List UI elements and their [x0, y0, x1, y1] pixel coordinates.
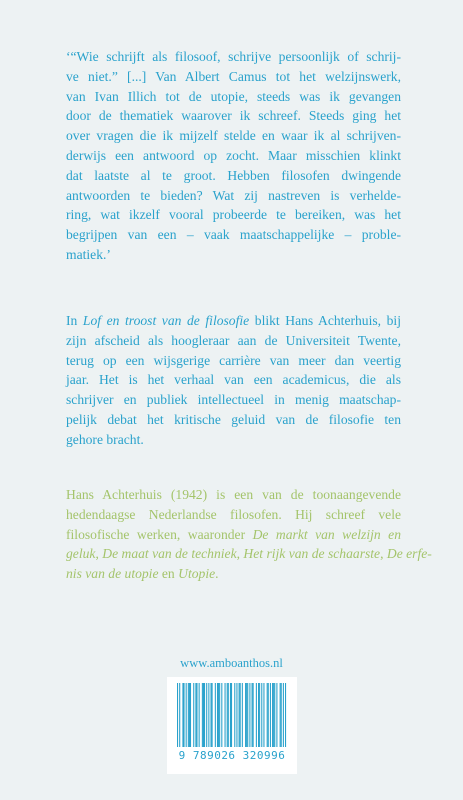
- intro-line: zijn afscheid als hoogleraar aan de Universiteit Twente,: [66, 332, 401, 348]
- barcode-bar: [227, 683, 228, 747]
- barcode-bar: [272, 683, 273, 747]
- barcode-bar: [273, 683, 274, 747]
- bio-text: .: [215, 566, 219, 582]
- barcode-bar: [186, 683, 187, 747]
- barcode-bar: [196, 683, 197, 747]
- intro-paragraph: [66, 311, 401, 450]
- bio-text: ,: [95, 546, 103, 562]
- barcode-bar: [221, 683, 222, 747]
- quote-line: over vragen die ik mijzelf stelde en waar ik al schrijven-: [66, 128, 401, 144]
- quote-line: antwoorden te bieden? Wat zij nastreven is verhelde-: [66, 187, 401, 203]
- intro-line: pelijk debat het kritische geluid van de filosofie ten: [66, 411, 401, 427]
- quote-paragraph: [66, 47, 401, 265]
- barcode-bar: [230, 683, 231, 747]
- barcode-bar: [285, 683, 286, 747]
- intro-line: gehore bracht.: [66, 431, 144, 447]
- book-title: nis van de utopie: [66, 566, 159, 582]
- quote-line: derwijs een antwoord op zocht. Maar misschien klinkt: [66, 147, 401, 163]
- barcode-bar: [199, 683, 200, 747]
- barcode-bar: [253, 683, 254, 747]
- intro-line: [66, 311, 401, 331]
- barcode-bar: [228, 683, 229, 747]
- bio-text: ,: [236, 546, 244, 562]
- barcode-bar: [193, 683, 194, 747]
- quote-line: dat laatste al te groot. Hebben filosofen dwingende: [66, 167, 401, 183]
- barcode-bar: [256, 683, 257, 747]
- barcode-bar: [276, 683, 277, 747]
- barcode-bar: [210, 683, 211, 747]
- barcode-bar: [202, 683, 203, 747]
- barcode-bar: [258, 683, 259, 747]
- intro-line: schrijver en publiek intellectueel in menig maatschap-: [66, 392, 401, 408]
- book-title: De maat van de techniek: [102, 546, 237, 562]
- barcode-bar: [247, 683, 248, 747]
- intro-text: In: [66, 313, 83, 328]
- barcode-bar: [218, 683, 219, 747]
- barcode-bar: [225, 683, 226, 747]
- barcode-bar: [190, 683, 191, 747]
- barcode-bar: [245, 683, 246, 747]
- barcode-bar: [242, 683, 243, 747]
- quote-line: door de thematiek waarover ik schreef. Steeds ging het: [66, 108, 401, 124]
- barcode-bar: [263, 683, 264, 747]
- bio-line: [66, 525, 401, 545]
- bio-text: ,: [380, 546, 387, 562]
- book-title: geluk: [66, 546, 96, 562]
- bio-text: filosofische werken, waaronder: [66, 526, 253, 542]
- barcode-bar: [177, 683, 178, 747]
- book-title: De erfe-: [386, 546, 432, 562]
- barcode-bar: [239, 683, 240, 747]
- bio-line: [66, 544, 432, 564]
- barcode-bar: [208, 683, 209, 747]
- book-title: De markt van welzijn en: [252, 526, 401, 542]
- barcode-bar: [188, 683, 189, 747]
- book-title: Utopie: [178, 566, 216, 582]
- barcode-bar: [236, 683, 237, 747]
- barcode-bar: [212, 683, 213, 747]
- quote-line: ve niet.” [...] Van Albert Camus tot het welzijnswerk,: [66, 68, 401, 84]
- barcode-bar: [231, 683, 232, 747]
- barcode-bar: [252, 683, 253, 747]
- bio-line: hedendaagse Nederlandse filosofen. Hij schreef vele: [66, 506, 401, 522]
- bio-line: [66, 564, 401, 584]
- quote-line: ‘“Wie schrijft als filosoof, schrijve persoonlijk of schrij-: [66, 49, 401, 64]
- barcode-bar: [183, 683, 184, 747]
- bio-text: en: [158, 566, 179, 582]
- barcode-bar: [215, 683, 216, 747]
- barcode-bar: [283, 683, 284, 747]
- barcode-bar: [182, 683, 183, 747]
- quote-line: van Ivan Illich tot de utopie, steeds was ik gevangen: [66, 88, 401, 104]
- intro-line: jaar. Het is het verhaal van een academicus, die als: [66, 372, 401, 388]
- barcode-bar: [240, 683, 241, 747]
- barcode-bar: [268, 683, 269, 747]
- barcode-bar: [234, 683, 235, 747]
- barcode-bar: [259, 683, 260, 747]
- barcode-bar: [179, 683, 180, 747]
- barcode-bar: [246, 683, 247, 747]
- barcode-bar: [217, 683, 218, 747]
- barcode-bar: [281, 683, 282, 747]
- barcode-bar: [267, 683, 268, 747]
- barcode-bar: [206, 683, 207, 747]
- barcode-bar: [280, 683, 281, 747]
- bio-line: Hans Achterhuis (1942) is een van de toonaangevende: [66, 487, 401, 502]
- intro-line: terug op een wijsgerige carrière van meer dan veertig: [66, 352, 401, 368]
- barcode-bar: [203, 683, 204, 747]
- quote-line: ring, wat ikzelf vooral probeerde te bereiken, was het: [66, 207, 401, 223]
- barcode-bar: [249, 683, 250, 747]
- barcode-bar: [261, 683, 262, 747]
- quote-line: begrijpen van een – vaak maatschappelijke – proble-: [66, 227, 401, 243]
- barcode-bar: [270, 683, 271, 747]
- quote-line: matiek.’: [66, 246, 111, 262]
- barcode-bar: [219, 683, 220, 747]
- book-title: Het rijk van de schaarste: [243, 546, 381, 562]
- barcode-bar: [274, 683, 275, 747]
- barcode-bar: [204, 683, 205, 747]
- intro-text: blikt Hans Achterhuis, bij: [249, 313, 401, 328]
- publisher-url[interactable]: www.amboanthos.nl: [180, 656, 283, 670]
- barcode-bar: [195, 683, 196, 747]
- barcode-bar: [189, 683, 190, 747]
- author-bio: [66, 485, 432, 584]
- book-title: Lof en troost van de filosofie: [82, 313, 250, 328]
- barcode-digits: 9 789026 320996: [178, 749, 286, 762]
